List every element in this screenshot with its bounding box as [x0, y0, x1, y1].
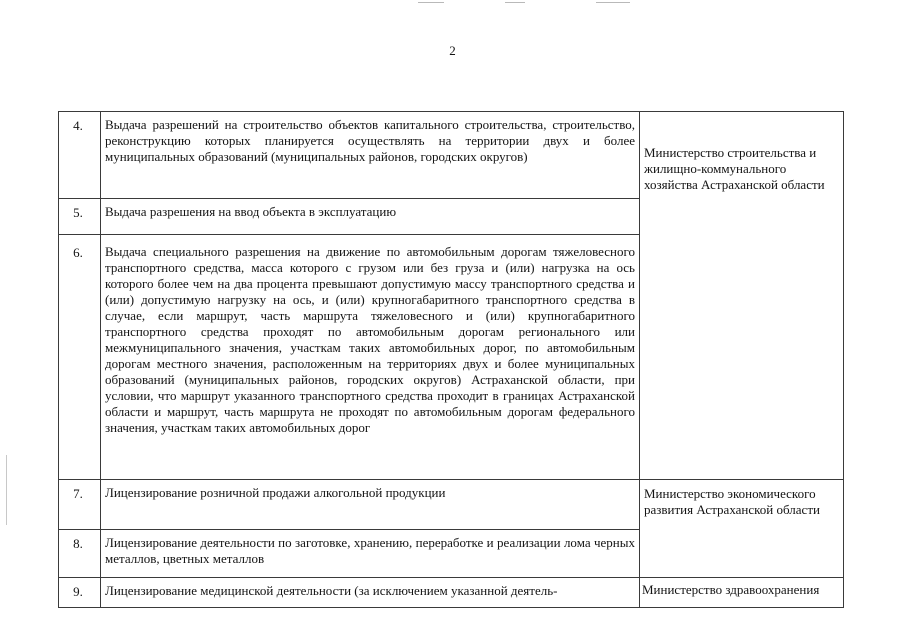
left-edge-mark	[6, 455, 7, 525]
row-text: Выдача специального разрешения на движение по автомобильным дорогам тяжеловесного транспортного средства, масса которого с грузом или без груза и (или) нагрузка на ось которого более чем на два процента превышают допустимую массу транспортного средства и (или) допустимую нагрузку на ось, и (или) крупногабаритного транспортного средства в случае, если маршрут, часть маршрута тяжеловесного и (или) крупногабаритного транспортного средства проходят по автомобильным дорогам регионального или межмуниципального значения, участкам таких автомобильных дорог, по автомобильным дорогам местного значения, расположенным на территориях двух и более муниципальных образований (муниципальных районов, городских округов) Астраханской области, при условии, что маршрут указанного транспортного средства проходит в границах Астраханской области и маршрут, часть маршрута не проходят по автомобильным дорогам федерального значения, участкам таких автомобильных дорог	[101, 235, 640, 480]
table-row	[59, 112, 844, 199]
authority-cell: Министерство экономического развития Астраханской области	[640, 480, 844, 578]
row-text: Лицензирование розничной продажи алкогольной продукции	[101, 480, 640, 530]
scan-mark-2	[505, 2, 525, 3]
row-number: 6.	[59, 235, 101, 480]
page-number: 2	[449, 43, 456, 58]
row-number: 8.	[59, 530, 101, 578]
scan-mark-1	[418, 2, 444, 3]
authority-cell: Министерство здравоохранения	[640, 578, 844, 608]
authority-cell: Министерство строительства и жилищно-коммунального хозяйства Астраханской области	[640, 112, 844, 480]
services-table	[58, 111, 844, 608]
row-number: 9.	[59, 578, 101, 608]
row-text: Выдача разрешений на строительство объектов капитального строительства, строительство, реконструкцию которых планируется осуществлять на территории двух и более муниципальных образований (муниципальных районов, городских округов)	[101, 112, 640, 199]
row-number: 4.	[59, 112, 101, 199]
row-text: Лицензирование медицинской деятельности (за исключением указанной деятель-	[101, 578, 640, 608]
scan-mark-3	[596, 2, 630, 3]
table-row	[59, 480, 844, 530]
row-number: 5.	[59, 199, 101, 235]
table-row	[59, 578, 844, 608]
row-text: Выдача разрешения на ввод объекта в эксплуатацию	[101, 199, 640, 235]
row-number: 7.	[59, 480, 101, 530]
row-text: Лицензирование деятельности по заготовке, хранению, переработке и реализации лома черных металлов, цветных металлов	[101, 530, 640, 578]
